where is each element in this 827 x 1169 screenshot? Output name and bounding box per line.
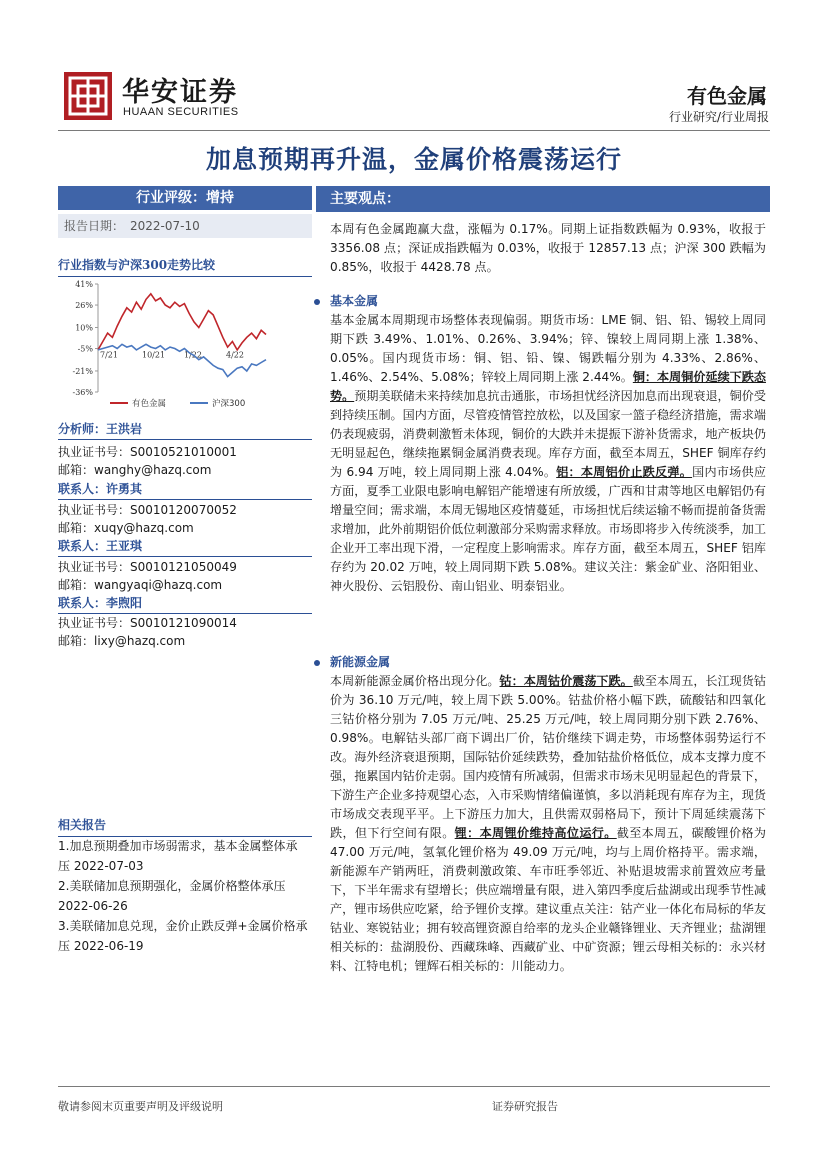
chart-x-tick-label: 10/21 [142, 350, 166, 360]
analyst-license: 执业证书号：S0010521010001 [58, 445, 237, 459]
contact-license: 执业证书号：S0010120070052 [58, 503, 237, 517]
chart-y-tick-label: 10% [75, 323, 93, 333]
market-summary-paragraph: 本周有色金属跑赢大盘，涨幅为 0.17%。同期上证指数跌幅为 0.93%，收报于 3356.08 点；深证成指跌幅为 0.03%，收报于 12857.13 点；沪深 300 跌幅为 0.85%，收报于 4428.78 点。 [330, 222, 766, 274]
contact-license: 执业证书号：S0010121050049 [58, 560, 237, 574]
company-name-en: HUAAN SECURITIES [123, 106, 239, 118]
analyst-email[interactable]: 邮箱：wanghy@hazq.com [58, 463, 212, 477]
company-logo-mark [64, 72, 112, 120]
chart-y-ticks [73, 280, 98, 397]
base-metals-summary: 基本金属本周期现市场整体表现偏弱。期货市场：LME 铜、铝、铅、锡较上周同期下跌 3.49%、1.01%、0.26%、3.94%；锌、镍较上周同期上涨 1.38%、0.05%。国内现货市场：铜、铝、铅、镍、锡跌幅分别为 4.33%、2.86%、1.46%、2.54%、5.08%；锌较上周同期上涨 2.44%。 [330, 313, 766, 384]
chart-y-tick-label: -21% [72, 366, 93, 376]
chart-y-tick-label: 26% [75, 301, 93, 311]
industry-rating: 行业评级：增持 [58, 186, 312, 210]
related-report-item[interactable]: 1.加息预期叠加市场弱需求，基本金属整体承压 2022-07-03 [58, 839, 298, 873]
new-energy-metals-paragraph [330, 672, 766, 976]
aluminum-highlight: 铝：本周铝价止跌反弹。 [556, 465, 693, 479]
main-views-heading: 主要观点： [316, 186, 770, 212]
chart-legend-label: 沪深300 [212, 399, 246, 409]
company-name-cn: 华安证券 [122, 77, 238, 108]
report-date-row [58, 214, 312, 238]
cobalt-highlight: 钴：本周钴价震荡下跌。 [499, 674, 633, 688]
contact-name: 联系人：许勇其 [58, 480, 312, 500]
contact-email[interactable]: 邮箱：wangyaqi@hazq.com [58, 578, 223, 592]
chart-x-tick-label: 4/22 [226, 350, 244, 360]
analyst-name: 分析师：王洪岩 [58, 420, 312, 440]
footer-divider [58, 1086, 770, 1087]
report-date-label: 报告日期： [64, 219, 125, 233]
footer-report-label: 证券研究报告 [492, 1100, 558, 1113]
contact-name: 联系人：李煦阳 [58, 594, 312, 614]
bullet-icon [314, 299, 320, 305]
logo-seal-icon [64, 72, 112, 120]
chart-series-line [98, 344, 266, 376]
base-metals-heading-text: 基本金属 [330, 294, 379, 308]
lithium-highlight: 锂：本周锂价维持高位运行。 [454, 826, 617, 840]
chart-title: 行业指数与沪深300走势比较 [58, 256, 312, 277]
footer-disclaimer: 敬请参阅末页重要声明及评级说明 [58, 1100, 223, 1113]
index-comparison-chart [58, 276, 312, 416]
new-energy-metals-heading-text: 新能源金属 [330, 655, 391, 669]
chart-legend [110, 398, 245, 409]
chart-series-lines [98, 294, 266, 377]
base-metals-heading [314, 292, 378, 309]
related-report-item[interactable]: 2.美联储加息预期强化，金属价格整体承压 2022-06-26 [58, 879, 286, 913]
chart-series-line [98, 294, 266, 350]
aluminum-analysis: 国内市场供应方面，夏季工业限电影响电解铝产能增速有所放缓，广西和甘肃等地区电解铝仍有增量空间；需求端，本周无锡地区疫情蔓延，市场担忧后续运输不畅而提前备货需求增加，此外前期铝价低位刺激部分采购需求释放。市场即将步入传统淡季，加工企业开工率出现下滑，一定程度上影响需求。库存方面，截至本周五，SHEF 铝库存约为 20.02 万吨，较上周同期下跌 5.08%。建议关注：紫金矿业、洛阳钼业、神火股份、云铝股份、南山铝业、明泰铝业。 [330, 465, 766, 593]
related-report-item[interactable]: 3.美联储加息兑现，金价止跌反弹+金属价格承压 2022-06-19 [58, 919, 308, 953]
related-reports-heading: 相关报告 [58, 816, 312, 837]
contact-email[interactable]: 邮箱：lixy@hazq.com [58, 634, 186, 648]
chart-y-tick-label: -36% [72, 388, 93, 397]
report-title: 加息预期再升温，金属价格震荡运行 [205, 145, 622, 174]
report-type: 行业研究/行业周报 [668, 110, 769, 124]
chart-x-ticks [100, 351, 244, 360]
new-energy-intro: 本周新能源金属价格出现分化。 [330, 674, 500, 688]
copper-highlight: 铜：本周铜价延续下跌态势。 [330, 370, 766, 403]
cobalt-analysis: 截至本周五，长江现货钴价为 36.10 万元/吨，较上周下跌 5.00%。钴盐价格小幅下跌，硫酸钴和四氧化三钴价格分别为 7.05 万元/吨、25.25 万元/吨，较上周同期分别下跌 2.76%、0.98%。电解钴头部厂商下调出厂价，钴价继续下调走势，市场整体弱势运行不改。海外经济衰退预期，国际钴价延续跌势，叠加钴盐价格低位，成本支撑力度不强，拖累国内钴价走弱。国内疫情有所减弱，但需求市场未见明显起色的背景下，下游生产企业多持观望心态，入市采购情绪偏谨慎，多以消耗现有库存为主，现货市场成交表现平平。上下游压力加大，且供需双弱格局下，预计下周延续震荡下跌，但下行空间有限。 [330, 674, 766, 840]
chart-y-tick-label: 41% [75, 280, 93, 289]
lithium-analysis: 截至本周五，碳酸锂价格为 47.00 万元/吨，氢氧化锂价格为 49.09 万元/吨，均与上周价格持平。需求端，新能源车产销两旺，消费刺激政策、车市旺季邻近、补贴退坡需求前置效应考量下，下半年需求有望增长；供应端增量有限，进入第四季度后盐湖或出现季节性减产，锂市场供应吃紧，给予锂价支撑。建议重点关注：钴产业一体化布局标的华友钴业、寒锐钴业；拥有较高锂资源自给率的龙头企业赣锋锂业、天齐锂业；盐湖锂相关标的：盐湖股份、西藏珠峰、西藏矿业、中矿资源；锂云母相关标的：永兴材料、江特电机；锂辉石相关标的：川能动力。 [330, 826, 766, 973]
bullet-icon [314, 660, 320, 666]
contact-email[interactable]: 邮箱：xuqy@hazq.com [58, 521, 194, 535]
chart-x-tick-label: 1/22 [184, 350, 202, 360]
report-date-value: 2022-07-10 [130, 219, 200, 233]
chart-x-tick-label: 7/21 [100, 350, 118, 360]
copper-analysis: 预期美联储未来持续加息抗击通胀，市场担忧经济因加息而出现衰退，铜价受到持续压制。国内方面，尽管疫情管控放松，以及国家一篮子稳经济措施，需求端仍表现疲弱，消费刺激暂未体现，铜价的大跌并未提振下游补货需求，地产板块仍无明显起色，继续拖累铜金属消费表现。库存方面，截至本周五，SHEF 铜库存约为 6.94 万吨，较上周同期上涨 4.04%。 [330, 389, 766, 479]
contact-license: 执业证书号：S0010121090014 [58, 616, 237, 630]
header-divider [58, 130, 770, 131]
new-energy-metals-heading [314, 653, 390, 670]
contact-name: 联系人：王亚琪 [58, 537, 312, 557]
chart-legend-label: 有色金属 [132, 399, 167, 409]
sector-name: 有色金属 [687, 84, 767, 108]
chart-y-tick-label: -5% [77, 344, 93, 354]
base-metals-paragraph [330, 311, 766, 596]
